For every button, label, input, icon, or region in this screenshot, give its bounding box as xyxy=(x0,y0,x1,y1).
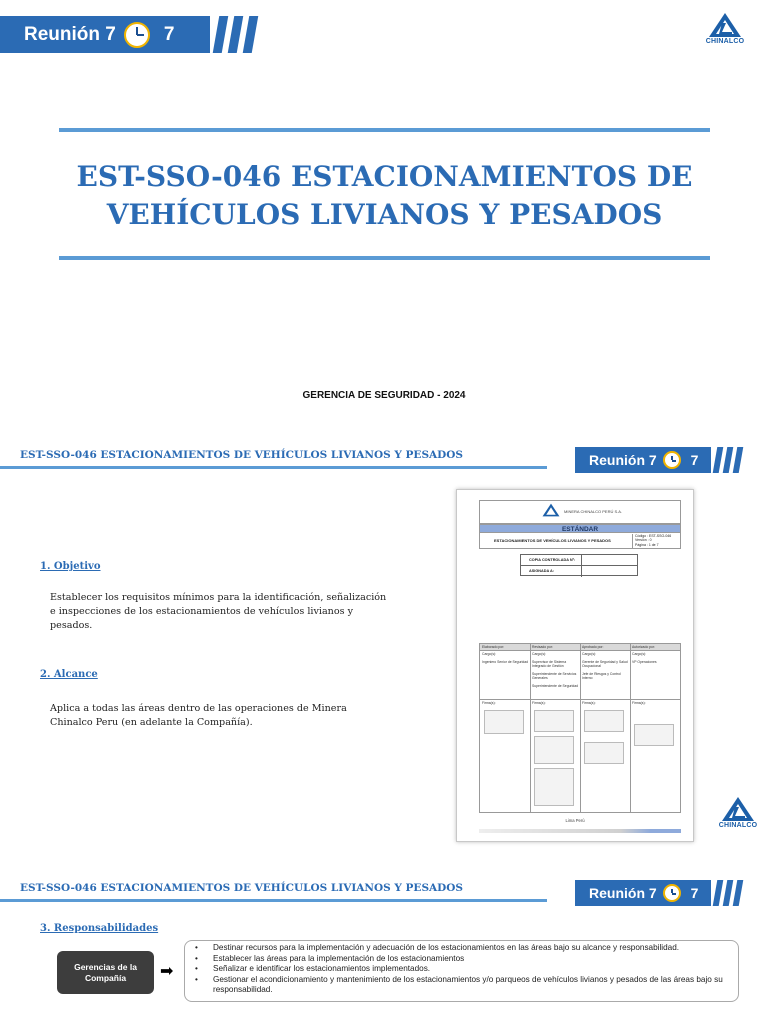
doc-copia: COPIA CONTROLADA Nº: xyxy=(521,555,637,566)
doc-signature xyxy=(584,710,624,732)
chinalco-logo xyxy=(700,12,750,45)
doc-col4-cargo: VP Operaciones xyxy=(632,660,657,664)
doc-signature xyxy=(634,724,674,746)
doc-title: ESTACIONAMIENTOS DE VEHÍCULOS LIVIANOS Y PESADOS xyxy=(494,538,611,543)
meeting-badge-label: Reunión 7 xyxy=(589,452,657,468)
doc-col2-cargo-c: Superintendente de Seguridad xyxy=(532,684,578,688)
doc-company: MINERA CHINALCO PERÚ S.A. xyxy=(564,509,623,514)
section-underline xyxy=(0,466,547,469)
title-line-2: VEHÍCULOS LIVIANOS Y PESADOS xyxy=(106,198,663,231)
list-item: • Gestionar el acondicionamiento y mantenimiento de los estacionamientos y/o parqueos de vehículos livianos y pesados de las áreas bajo su responsabilidad. xyxy=(193,975,728,996)
alcance-heading: 2. Alcance xyxy=(40,669,98,680)
doc-col2-cargo-a: Supervisor de Sistema Integrado de Gestión xyxy=(532,660,567,669)
meeting-badge-label: Reunión 7 xyxy=(24,23,116,45)
meeting-badge-box xyxy=(575,447,711,473)
department-label: GERENCIA DE SEGURIDAD - 2024 xyxy=(302,390,466,401)
list-item: • Destinar recursos para la implementación y adecuación de los estacionamientos en las áreas bajo su alcance y responsabilidad. xyxy=(193,943,728,954)
badge-stripes xyxy=(711,880,741,906)
doc-col2-header: Revisado por: xyxy=(532,645,553,649)
objetivo-text: Establecer los requisitos mínimos para la identificación, señalización e inspecciones de los estacionamientos de vehículos livianos y pesados. xyxy=(50,592,387,631)
doc-col1-cargo: Ingeniero Senior de Seguridad xyxy=(482,660,528,664)
responsibilities-list xyxy=(184,940,739,1002)
doc-codigo: Código : EST-SSO-046 xyxy=(635,534,672,538)
doc-estandar: ESTÁNDAR xyxy=(479,524,681,533)
doc-lima: Lima Perú xyxy=(565,818,585,823)
meeting-badge-number: 7 xyxy=(163,23,175,45)
title-divider-top xyxy=(59,128,710,132)
meeting-badge xyxy=(575,880,741,906)
title-line-1: EST-SSO-046 ESTACIONAMIENTOS DE xyxy=(76,160,693,193)
doc-header xyxy=(479,500,681,524)
doc-footer-bar xyxy=(479,829,681,833)
title-divider-bottom xyxy=(59,256,710,260)
badge-stripes xyxy=(711,447,741,473)
doc-col3-header: Aprobado por: xyxy=(582,645,604,649)
section-title: EST-SSO-046 ESTACIONAMIENTOS DE VEHÍCULOS LIVIANOS Y PESADOS xyxy=(20,882,464,894)
doc-cargo-label: Cargo(s): xyxy=(632,652,647,656)
meeting-badge-box xyxy=(575,880,711,906)
logo-text: CHINALCO xyxy=(718,822,758,829)
section-underline xyxy=(0,899,547,902)
doc-col2-cargo-b: Superintendente de Servicios Generales xyxy=(532,672,577,681)
chinalco-logo xyxy=(714,796,762,829)
doc-version: Versión : 0 xyxy=(635,538,652,543)
meeting-badge-number: 7 xyxy=(690,885,699,901)
clock-icon xyxy=(663,884,681,902)
doc-signature xyxy=(534,768,574,806)
doc-col4-header: Autorizado por: xyxy=(632,645,655,649)
doc-logo-icon xyxy=(542,503,560,517)
section-title: EST-SSO-046 ESTACIONAMIENTOS DE VEHÍCULOS LIVIANOS Y PESADOS xyxy=(20,449,464,461)
clock-icon xyxy=(124,22,150,48)
doc-signature xyxy=(584,742,624,764)
meeting-badge xyxy=(0,16,255,53)
document-thumbnail xyxy=(456,489,694,842)
doc-asignada: ASIGNADA A: xyxy=(521,566,637,577)
doc-cargo-label: Cargo(s): xyxy=(532,652,547,656)
page-title xyxy=(59,158,710,234)
doc-meta xyxy=(632,534,682,548)
doc-approval-table xyxy=(479,643,681,813)
doc-firma-label: Firma(s): xyxy=(532,701,546,705)
doc-col1-header: Elaborado por: xyxy=(482,645,505,649)
doc-signature xyxy=(534,736,574,764)
doc-signature xyxy=(484,710,524,734)
badge-stripes xyxy=(210,16,255,53)
meeting-badge-box xyxy=(0,16,210,53)
gerencias-box: Gerencias de la Compañía xyxy=(57,951,154,994)
doc-copy-table xyxy=(520,554,638,576)
doc-firma-label: Firma(s): xyxy=(482,701,496,705)
doc-pagina: Página : 1 de 7 xyxy=(635,542,659,547)
doc-cargo-label: Cargo(s): xyxy=(582,652,597,656)
arrow-right-icon: ➡ xyxy=(160,963,174,980)
list-item: • Establecer las áreas para la implementación de los estacionamientos xyxy=(193,954,728,965)
logo-text: CHINALCO xyxy=(705,38,745,45)
clock-icon xyxy=(663,451,681,469)
doc-cargo-label: Cargo(s): xyxy=(482,652,497,656)
alcance-text: Aplica a todas las áreas dentro de las operaciones de Minera Chinalco Peru (en adelante la Compañía). xyxy=(50,703,347,728)
chinalco-logo-icon xyxy=(721,796,755,822)
chinalco-logo-icon xyxy=(708,12,742,38)
meeting-badge-label: Reunión 7 xyxy=(589,885,657,901)
objetivo-heading: 1. Objetivo xyxy=(40,561,101,572)
doc-title-row xyxy=(479,533,681,549)
doc-firma-label: Firma(s): xyxy=(582,701,596,705)
list-item: • Señalizar e identificar los estacionamientos implementados. xyxy=(193,964,728,975)
doc-col3-cargo-a: Gerente de Seguridad y Salud Ocupacional xyxy=(582,660,628,669)
responsabilidades-heading: 3. Responsabilidades xyxy=(40,923,159,934)
meeting-badge-number: 7 xyxy=(690,452,699,468)
doc-firma-label: Firma(s): xyxy=(632,701,646,705)
doc-signature xyxy=(534,710,574,732)
doc-col3-cargo-b: Jefe de Riesgos y Control Interno xyxy=(582,672,621,681)
meeting-badge xyxy=(575,447,741,473)
